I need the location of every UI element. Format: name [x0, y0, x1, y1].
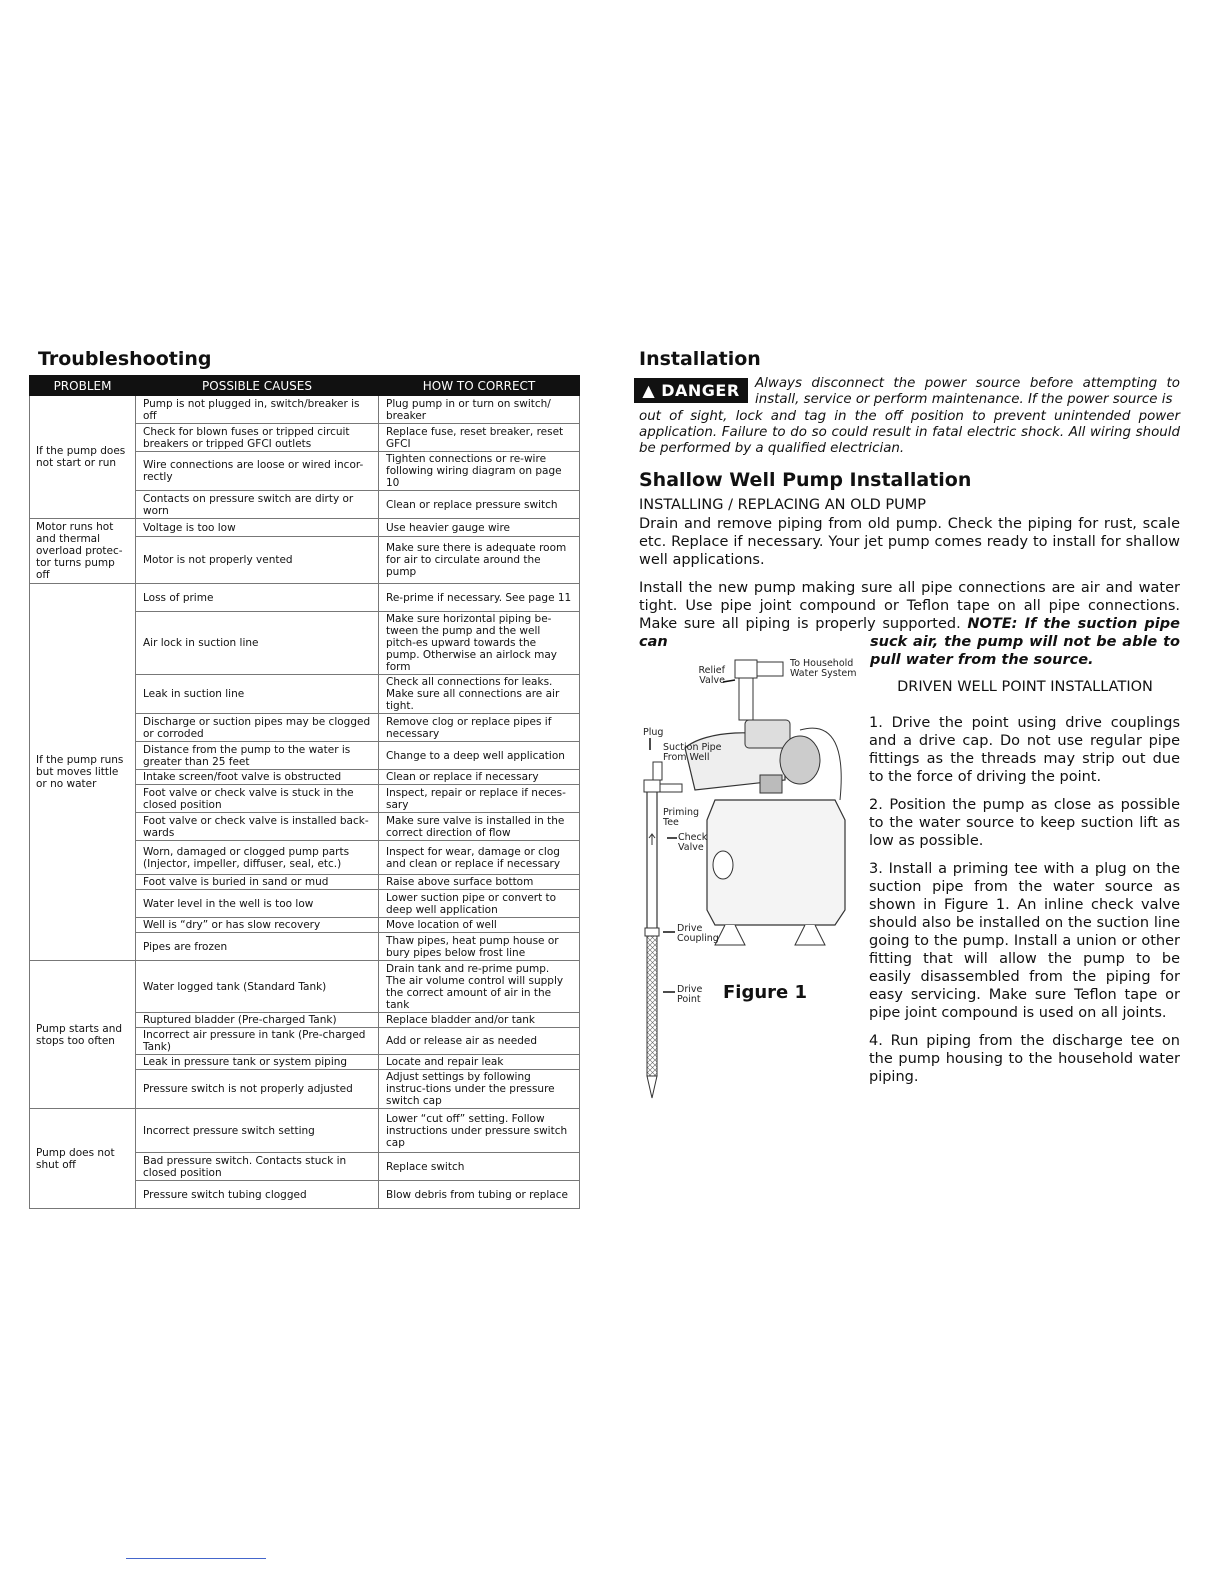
fix-cell: Check all connections for leaks. Make sure all connections are air tight. [379, 675, 580, 714]
label-check-valve: Check Valve [678, 832, 708, 853]
danger-label: DANGER [661, 381, 740, 400]
label-plug: Plug [643, 727, 664, 738]
troubleshooting-body [30, 396, 580, 1209]
label-drive-point: Drive Point [677, 984, 703, 1005]
tank-port [713, 851, 733, 879]
label-suction-pipe: Suction Pipe From Well [663, 742, 722, 763]
cause-cell: Contacts on pressure switch are dirty or worn [136, 491, 379, 519]
problem-cell: If the pump does not start or run [30, 396, 136, 519]
note-line1: NOTE: If the suction pipe can [639, 616, 1180, 650]
fix-cell: Inspect, repair or replace if neces-sary [379, 785, 580, 813]
fix-cell: Lower “cut off” setting. Follow instructions under pressure switch cap [379, 1109, 580, 1153]
household-outlet [757, 662, 783, 676]
troubleshooting-table [29, 375, 580, 1209]
pump-illustration [635, 650, 865, 1105]
cause-cell: Air lock in suction line [136, 612, 379, 675]
fix-cell: Drain tank and re-prime pump. The air volume control will supply the correct amount of air in the tank [379, 961, 580, 1013]
table-row [30, 1109, 580, 1153]
danger-text-line2: out of sight, lock and tag in the off position to prevent unintended power application. Failure to do so could result in fatal electric shock. All wiring should be performed by a qualified electrician. [639, 409, 1180, 456]
table-header-row [30, 376, 580, 396]
discharge-pipe [739, 678, 753, 720]
label-drive-coupling: Drive Coupling [677, 923, 719, 944]
shallow-well-title: Shallow Well Pump Installation [639, 469, 972, 491]
footer-rule [126, 1558, 266, 1559]
cause-cell: Voltage is too low [136, 519, 379, 537]
cause-cell: Bad pressure switch. Contacts stuck in closed position [136, 1153, 379, 1181]
problem-cell: Pump starts and stops too often [30, 961, 136, 1109]
header-causes: POSSIBLE CAUSES [136, 376, 379, 396]
tank-legs [715, 925, 825, 945]
discharge-tee [735, 660, 757, 678]
note-line2: suck air, the pump will not be able to pull water from the source. [870, 634, 1180, 668]
step-4: 4. Run piping from the discharge tee on the pump housing to the household water piping. [869, 1033, 1180, 1085]
cause-cell: Discharge or suction pipes may be clogged or corroded [136, 714, 379, 742]
problem-cell: Pump does not shut off [30, 1109, 136, 1209]
fix-cell: Locate and repair leak [379, 1055, 580, 1070]
fix-cell: Remove clog or replace pipes if necessary [379, 714, 580, 742]
label-priming-tee: Priming Tee [663, 807, 700, 828]
cause-cell: Pressure switch tubing clogged [136, 1181, 379, 1209]
driven-well-heading: DRIVEN WELL POINT INSTALLATION [897, 679, 1153, 695]
gauge-box [760, 775, 782, 793]
fix-cell: Make sure valve is installed in the correct direction of flow [379, 813, 580, 841]
fix-cell: Thaw pipes, heat pump house or bury pipes below frost line [379, 933, 580, 961]
fix-cell: Lower suction pipe or convert to deep well application [379, 890, 580, 918]
table-row [30, 396, 580, 424]
step-3: 3. Install a priming tee with a plug on the suction pipe from the water source as shown in Figure 1. An inline check valve should also be installed on the suction line going to the pump. Install a union or other fitting that will allow the pump to be easily disassembled from the piping for easy servicing. Make sure Teflon tape or pipe joint compound is used on all joints. [869, 861, 1180, 1021]
fix-cell: Blow debris from tubing or replace [379, 1181, 580, 1209]
fix-cell: Replace switch [379, 1153, 580, 1181]
step-1: 1. Drive the point using drive couplings and a drive cap. Do not use regular pipe fittings as the threads may strip out due to the force of driving the point. [869, 715, 1180, 785]
fix-cell: Make sure there is adequate room for air to circulate around the pump [379, 537, 580, 584]
label-relief-valve: Relief Valve [698, 665, 725, 686]
warning-triangle-icon: ▲ [642, 381, 656, 400]
table-row [30, 519, 580, 537]
cause-cell: Motor is not properly vented [136, 537, 379, 584]
paragraph-install-text: Install the new pump making sure all pipe connections are air and water tight. Use pipe joint compound or Teflon tape on all pipe connections. Make sure all piping is properly supported. [639, 580, 1180, 632]
fix-cell: Make sure horizontal piping be-tween the pump and the well pitch-es upward towards the pump. Otherwise an airlock may form [379, 612, 580, 675]
fix-cell: Raise above surface bottom [379, 875, 580, 890]
cause-cell: Water level in the well is too low [136, 890, 379, 918]
fix-cell: Change to a deep well application [379, 742, 580, 770]
cause-cell: Leak in suction line [136, 675, 379, 714]
fix-cell: Move location of well [379, 918, 580, 933]
cause-cell: Foot valve or check valve is installed back-wards [136, 813, 379, 841]
cause-cell: Wire connections are loose or wired incor-rectly [136, 452, 379, 491]
pressure-switch [745, 720, 790, 748]
step-2: 2. Position the pump as close as possible to the water source to keep suction lift as low as possible. [869, 797, 1180, 849]
danger-text-line1: Always disconnect the power source before attempting to install, service or perform maintenance. If the power source is [755, 376, 1180, 407]
fix-cell: Re-prime if necessary. See page 11 [379, 584, 580, 612]
header-correct: HOW TO CORRECT [379, 376, 580, 396]
drive-point-tip [647, 1076, 657, 1098]
cause-cell: Worn, damaged or clogged pump parts (Injector, impeller, diffuser, seal, etc.) [136, 841, 379, 875]
danger-badge [634, 378, 748, 403]
paragraph-drain: Drain and remove piping from old pump. Check the piping for rust, scale etc. Replace if necessary. Your jet pump comes ready to install for shallow well applications. [639, 516, 1180, 568]
cause-cell: Pressure switch is not properly adjusted [136, 1070, 379, 1109]
fix-cell: Inspect for wear, damage or clog and clean or replace if necessary [379, 841, 580, 875]
drive-point-screen [647, 936, 657, 1076]
fix-cell: Clean or replace if necessary [379, 770, 580, 785]
table-row [30, 584, 580, 612]
cause-cell: Foot valve is buried in sand or mud [136, 875, 379, 890]
installation-title: Installation [639, 348, 761, 370]
problem-cell: Motor runs hot and thermal overload protec-tor turns pump off [30, 519, 136, 584]
cause-cell: Foot valve or check valve is stuck in the closed position [136, 785, 379, 813]
fix-cell: Clean or replace pressure switch [379, 491, 580, 519]
fix-cell: Use heavier gauge wire [379, 519, 580, 537]
cause-cell: Well is “dry” or has slow recovery [136, 918, 379, 933]
cause-cell: Leak in pressure tank or system piping [136, 1055, 379, 1070]
cause-cell: Incorrect air pressure in tank (Pre-charged Tank) [136, 1028, 379, 1055]
fix-cell: Replace bladder and/or tank [379, 1013, 580, 1028]
fix-cell: Adjust settings by following instruc-tions under the pressure switch cap [379, 1070, 580, 1109]
fix-cell: Plug pump in or turn on switch/ breaker [379, 396, 580, 424]
plug [653, 762, 662, 780]
figure-pump-diagram [635, 650, 865, 1105]
cause-cell: Intake screen/foot valve is obstructed [136, 770, 379, 785]
horizontal-pipe [660, 784, 682, 792]
drive-coupling [645, 928, 659, 936]
troubleshooting-title: Troubleshooting [38, 348, 212, 370]
cause-cell: Pipes are frozen [136, 933, 379, 961]
cause-cell: Incorrect pressure switch setting [136, 1109, 379, 1153]
cause-cell: Check for blown fuses or tripped circuit breakers or tripped GFCI outlets [136, 424, 379, 452]
fix-cell: Tighten connections or re-wire following wiring diagram on page 10 [379, 452, 580, 491]
cause-cell: Water logged tank (Standard Tank) [136, 961, 379, 1013]
cause-cell: Loss of prime [136, 584, 379, 612]
cause-cell: Distance from the pump to the water is greater than 25 feet [136, 742, 379, 770]
priming-tee [644, 780, 660, 792]
replacing-pump-subheading: INSTALLING / REPLACING AN OLD PUMP [639, 497, 926, 513]
cause-cell: Pump is not plugged in, switch/breaker is off [136, 396, 379, 424]
figure-caption: Figure 1 [723, 982, 808, 1003]
fix-cell: Replace fuse, reset breaker, reset GFCI [379, 424, 580, 452]
suction-pipe [647, 790, 657, 930]
fix-cell: Add or release air as needed [379, 1028, 580, 1055]
table-row [30, 961, 580, 1013]
header-problem: PROBLEM [30, 376, 136, 396]
motor [780, 736, 820, 784]
label-to-household: To Household Water System [790, 658, 857, 679]
cause-cell: Ruptured bladder (Pre-charged Tank) [136, 1013, 379, 1028]
problem-cell: If the pump runs but moves little or no water [30, 584, 136, 961]
